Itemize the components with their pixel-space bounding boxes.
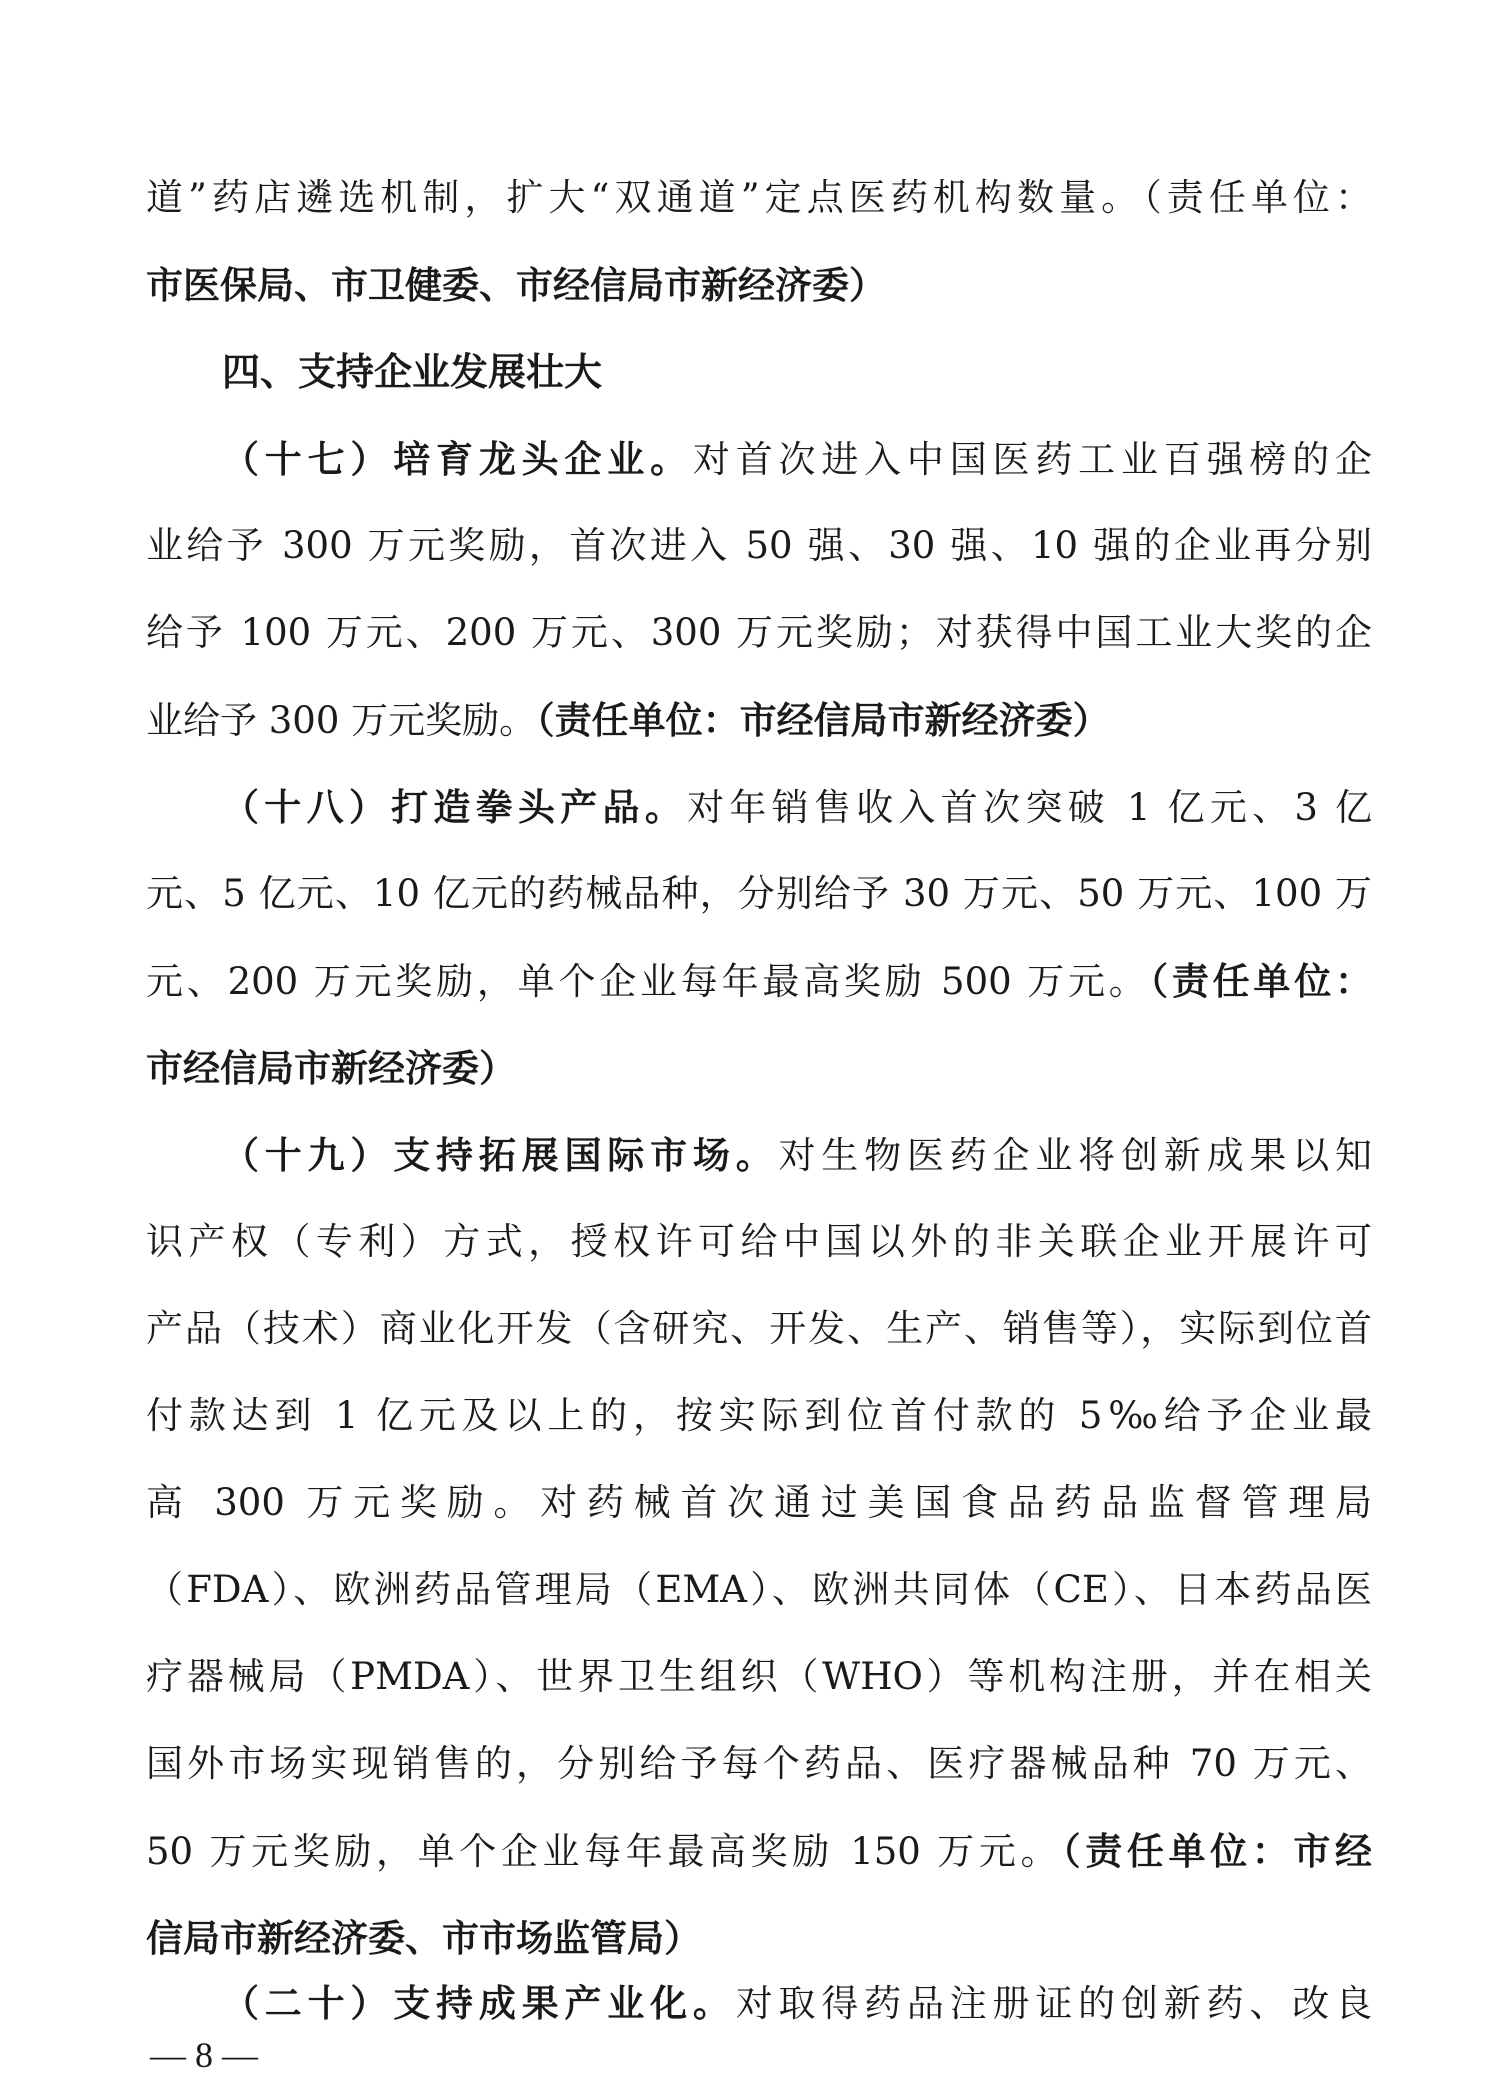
section-heading: 四、支持企业发展壮大 xyxy=(222,350,603,394)
item20-title: （二十）支持成果产业化。 xyxy=(222,1981,736,2025)
item17-line-3 xyxy=(146,591,1372,675)
item19-text-1: 对生物医药企业将创新成果以知 xyxy=(778,1134,1372,1177)
item19-line-10 xyxy=(146,1896,1372,1980)
item19-text-6: （FDA）、欧洲药品管理局（EMA）、欧洲共同体（CE）、日本药品医 xyxy=(146,1568,1372,1611)
item17-text-1: 对首次进入中国医药工业百强榜的企 xyxy=(692,438,1372,481)
item17-text-3: 给予 100 万元、200 万元、300 万元奖励；对获得中国工业大奖的企 xyxy=(146,611,1372,654)
item19-line-9 xyxy=(146,1809,1372,1893)
item18-line-4 xyxy=(146,1026,1372,1110)
item19-line-1 xyxy=(222,1113,1372,1197)
continuation-text: 道”药店遴选机制，扩大“双通道”定点医药机构数量。（责任单位： xyxy=(146,176,1372,219)
item19-text-3: 产品（技术）商业化开发（含研究、开发、生产、销售等），实际到位首 xyxy=(146,1307,1372,1350)
item19-text-7: 疗器械局（PMDA）、世界卫生组织（WHO）等机构注册，并在相关 xyxy=(146,1655,1372,1698)
item19-line-8 xyxy=(146,1722,1372,1806)
item20-text-1: 对取得药品注册证的创新药、改良 xyxy=(735,1982,1372,2025)
item19-text-2: 识产权（专利）方式，授权许可给中国以外的非关联企业开展许可 xyxy=(146,1220,1372,1263)
item19-text-4: 付款达到 1 亿元及以上的，按实际到位首付款的 5‰给予企业最 xyxy=(146,1394,1372,1437)
item19-line-6 xyxy=(146,1548,1372,1632)
item19-text-5: 高 300 万元奖励。对药械首次通过美国食品药品监督管理局 xyxy=(146,1481,1372,1524)
item19-responsible-label: （责任单位：市经 xyxy=(1062,1829,1372,1873)
item17-responsible-units: （责任单位：市经信局市新经济委） xyxy=(536,698,1110,742)
item19-line-4 xyxy=(146,1374,1372,1458)
item19-text-8: 国外市场实现销售的，分别给予每个药品、医疗器械品种 70 万元、 xyxy=(146,1742,1372,1785)
item18-responsible-label: （责任单位： xyxy=(1149,959,1372,1003)
item19-responsible-units: 信局市新经济委、市市场监管局） xyxy=(146,1916,701,1960)
item17-line-2 xyxy=(146,504,1372,588)
item17-line-4 xyxy=(146,678,1372,762)
item18-line-1 xyxy=(222,765,1372,849)
item18-line-3 xyxy=(146,939,1372,1023)
paragraph-continuation-line-1 xyxy=(146,156,1372,240)
item18-text-1: 对年销售收入首次突破 1 亿元、3 亿 xyxy=(687,786,1372,829)
responsible-units: 市医保局、市卫健委、市经信局市新经济委） xyxy=(146,263,886,307)
item17-line-1 xyxy=(222,417,1372,501)
item18-text-2: 元、5 亿元、10 亿元的药械品种，分别给予 30 万元、50 万元、100 万 xyxy=(146,872,1372,915)
item19-line-7 xyxy=(146,1635,1372,1719)
item20-line-1 xyxy=(222,1971,1372,2035)
item18-text-3: 元、200 万元奖励，单个企业每年最高奖励 500 万元。 xyxy=(146,960,1150,1003)
item18-responsible-units: 市经信局市新经济委） xyxy=(146,1046,516,1090)
item18-title: （十八）打造拳头产品。 xyxy=(222,785,688,829)
item19-line-5 xyxy=(146,1461,1372,1545)
item19-line-2 xyxy=(146,1200,1372,1284)
item19-title: （十九）支持拓展国际市场。 xyxy=(222,1133,779,1177)
item17-text-4: 业给予 300 万元奖励。 xyxy=(146,699,537,742)
item19-text-9: 50 万元奖励，单个企业每年最高奖励 150 万元。 xyxy=(146,1830,1063,1873)
item17-text-2: 业给予 300 万元奖励，首次进入 50 强、30 强、10 强的企业再分别 xyxy=(146,524,1372,567)
item18-line-2 xyxy=(146,852,1372,936)
item19-line-3 xyxy=(146,1287,1372,1371)
page-number: — 8 — xyxy=(150,2035,258,2075)
item17-title: （十七）培育龙头企业。 xyxy=(222,437,693,481)
paragraph-continuation-line-2 xyxy=(146,243,1372,327)
